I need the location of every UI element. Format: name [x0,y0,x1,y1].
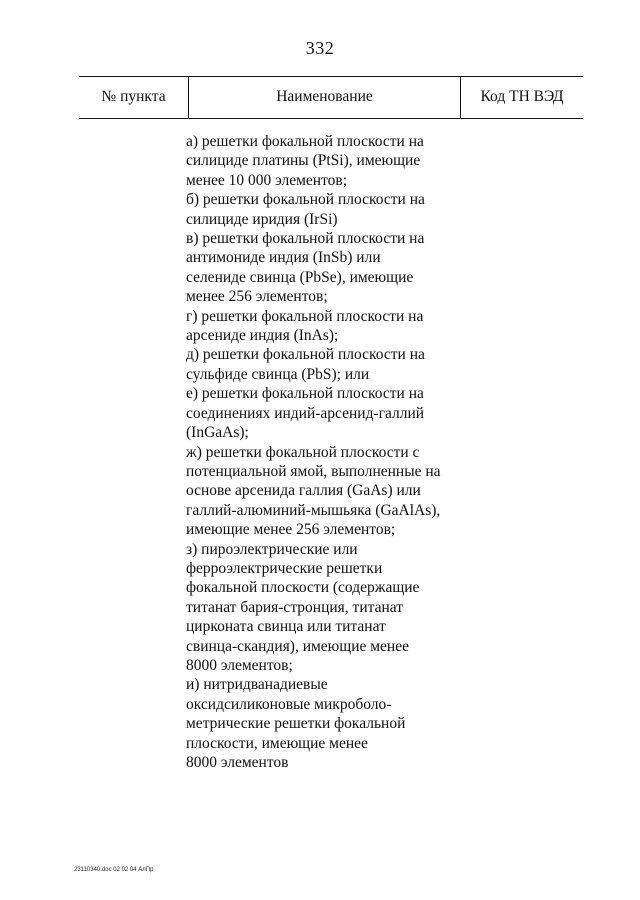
text-line: основе арсенида галлия (GaAs) или [186,482,421,500]
text-line: менее 10 000 элементов; [186,171,348,189]
text-line: а) решетки фокальной плоскости на [186,133,424,150]
text-line: фокальной плоскости (содержащие [186,579,420,597]
page-number: 332 [305,38,335,58]
text-line: силициде иридия (IrSi) [186,210,338,228]
text-line: (InGaAs); [186,424,249,442]
text-line: и) нитридванадиевые [186,676,328,694]
text-line: цирконата свинца или титанат [186,618,386,636]
header-name: Наименование [276,88,373,105]
text-line: антимониде индия (InSb) или [186,249,381,267]
text-line: плоскости, имеющие менее [186,734,368,752]
text-line: з) пироэлектрические или [186,540,358,558]
text-line: галлий-алюминий-мышьяка (GaAlAs), [186,501,441,519]
text-line: г) решетки фокальной плоскости на [186,307,424,325]
text-line: свинца-скандия), имеющие менее [186,637,409,655]
name-column-text [186,132,466,772]
table-top-border [79,76,583,77]
header-code: Код ТН ВЭД [480,88,564,105]
text-line: соединениях индий-арсенид-галлий [186,404,425,422]
text-line: 8000 элементов; [186,656,293,674]
text-line: потенциальной ямой, выполненные на [186,462,441,480]
text-line: арсениде индия (InAs); [186,327,339,345]
text-line: ферроэлектрические решетки [186,559,383,577]
text-line: б) решетки фокальной плоскости на [186,191,425,209]
text-line: метрические решетки фокальной [186,715,406,733]
text-line: имеющие менее 256 элементов; [186,521,396,539]
document-footer: 23110340.doc 02 02 04 АлПр [74,867,154,873]
text-line: сульфиде свинца (PbS); или [186,365,370,383]
text-line: оксидсиликоновые микроболо- [186,695,392,713]
text-line: в) решетки фокальной плоскости на [186,230,425,248]
header-item-number: № пункта [101,88,166,105]
text-line: 8000 элементов [186,754,289,771]
table-header-bottom-border [79,118,583,119]
text-line: е) решетки фокальной плоскости на [186,385,424,403]
text-line: д) решетки фокальной плоскости на [186,346,425,364]
text-line: силициде платины (PtSi), имеющие [186,152,421,170]
text-line: титанат бария-стронция, титанат [186,598,403,616]
text-line: селениде свинца (PbSe), имеющие [186,268,414,286]
text-line: менее 256 элементов; [186,288,328,306]
text-line: ж) решетки фокальной плоскости с [186,443,420,461]
